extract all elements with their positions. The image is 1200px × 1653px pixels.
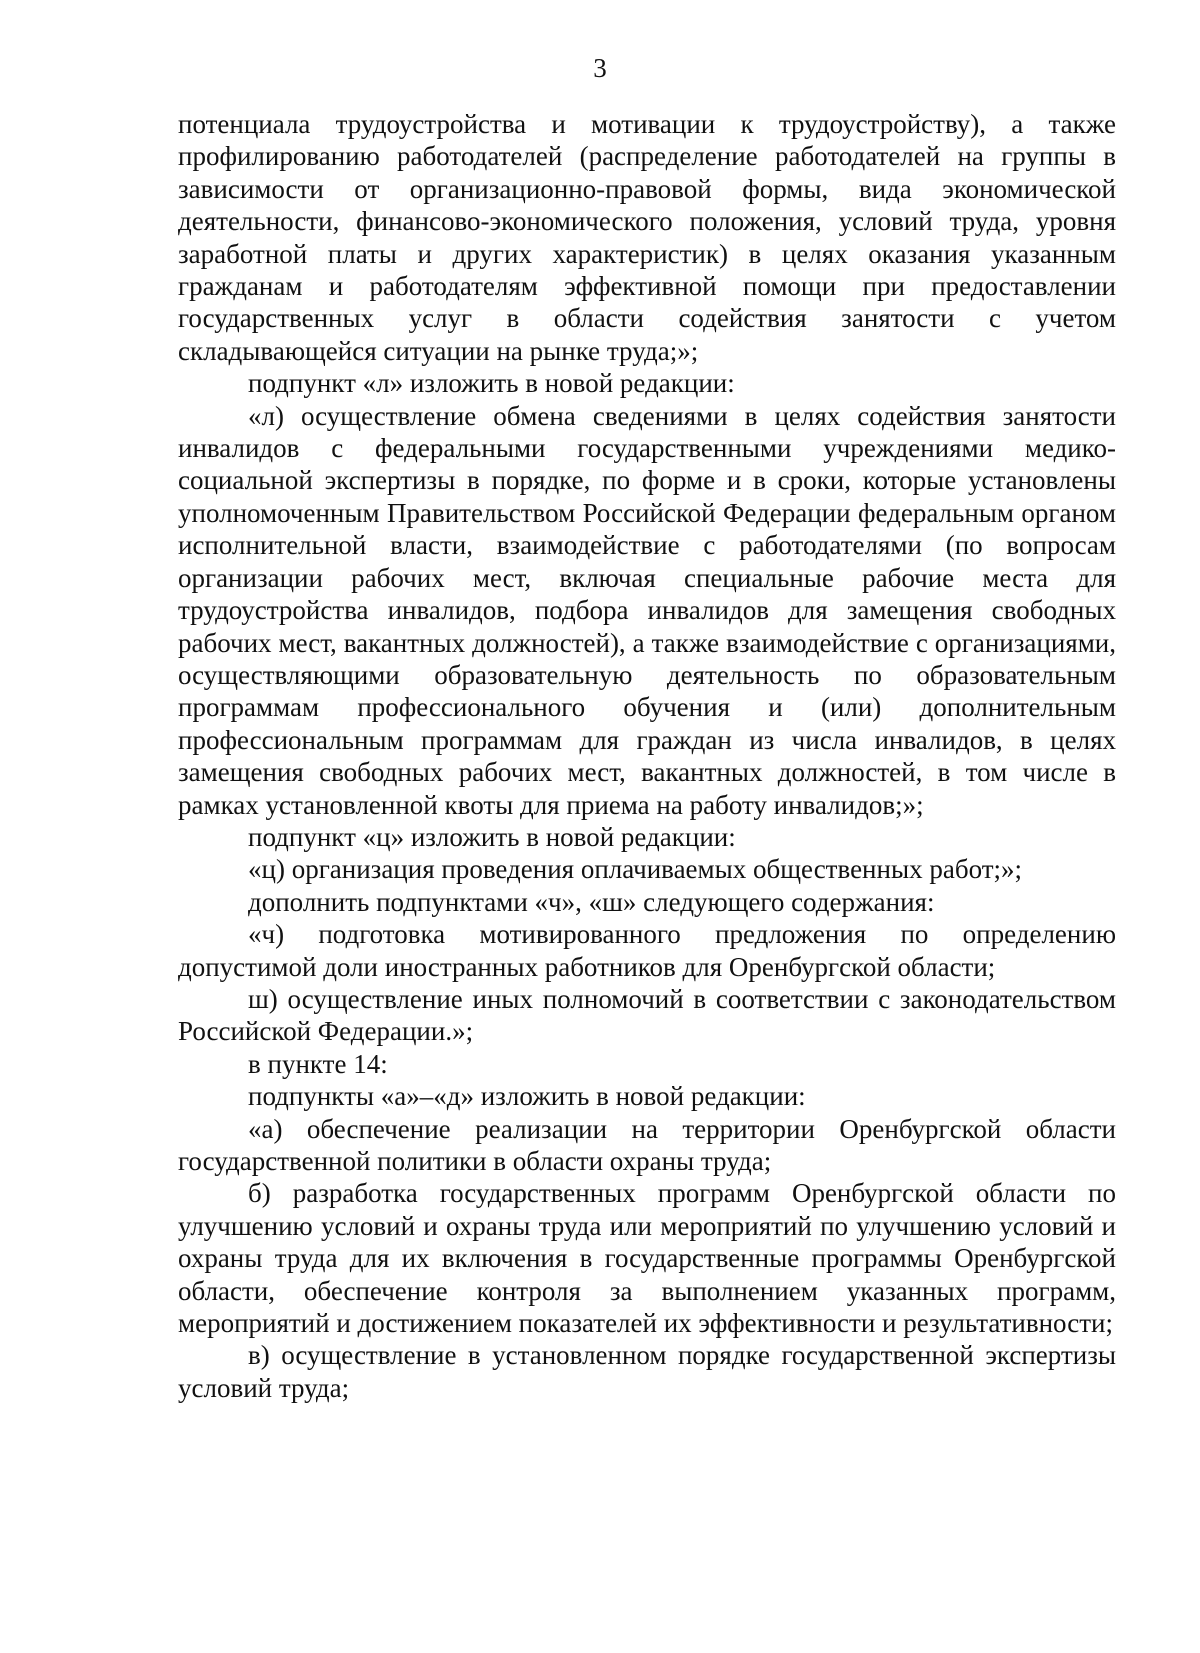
paragraph-add-subitems-heading: дополнить подпунктами «ч», «ш» следующего содержания: — [248, 886, 935, 917]
paragraph-subitem-l-heading: подпункт «л» изложить в новой редакции: — [248, 368, 735, 399]
paragraph-subitem-ts: «ц) организация проведения оплачиваемых общественных работ;»; — [248, 854, 1023, 885]
paragraph-subitem-ch: «ч) подготовка мотивированного предложения по определению допустимой доли иностранных работников для Оренбургской области; — [178, 919, 1116, 982]
paragraph-point-14-heading: в пункте 14: — [248, 1048, 388, 1079]
paragraph-subitems-a-d-heading: подпункты «а»–«д» изложить в новой редакции: — [248, 1081, 806, 1112]
document-body — [178, 108, 1116, 1404]
paragraph-subitem-sh: ш) осуществление иных полномочий в соответствии с законодательством Российской Федерации.»; — [178, 983, 1116, 1047]
paragraph-subitem-ts-heading: подпункт «ц» изложить в новой редакции: — [248, 821, 736, 852]
paragraph-subitem-a: «а) обеспечение реализации на территории Оренбургской области государственной политики в области охраны труда; — [178, 1113, 1116, 1176]
paragraph-continuation: потенциала трудоустройства и мотивации к трудоустройству), а также профилированию работодателей (распределение работодателей на группы в зависимости от организационно-правовой формы, вида экономической деятельности, финансово-экономического положения, условий труда, уровня заработной платы и других характеристик) в целях оказания указанным гражданам и работодателям эффективной помощи при предоставлении государственных услуг в области содействия занятости с учетом складывающейся ситуации на рынке труда;»; — [178, 109, 1116, 366]
page-number: 3 — [593, 53, 607, 83]
paragraph-subitem-b: б) разработка государственных программ Оренбургской области по улучшению условий и охраны труда или мероприятий по улучшению условий и охраны труда для их включения в государственные программы Оренбургской области, обеспечение контроля за выполнением указанных программ, мероприятий и достижением показателей их эффективности и результативности; — [178, 1178, 1116, 1339]
paragraph-subitem-v: в) осуществление в установленном порядке государственной экспертизы условий труда; — [178, 1340, 1116, 1403]
paragraph-subitem-l: «л) осуществление обмена сведениями в целях содействия занятости инвалидов с федеральными государственными учреждениями медико-социальной экспертизы в порядке, по форме и в сроки, которые установлены уполномоченным Правительством Российской Федерации федеральным органом исполнительной власти, взаимодействие с работодателями (по вопросам организации рабочих мест, включая специальные рабочие места для трудоустройства инвалидов, подбора инвалидов для замещения свободных рабочих мест, вакантных должностей), а также взаимодействие с организациями, осуществляющими образовательную деятельность по образовательным программам профессионального обучения и (или) дополнительным профессиональным программам для граждан из числа инвалидов, в целях замещения свободных рабочих мест, вакантных должностей, в том числе в рамках установленной квоты для приема на работу инвалидов;»; — [178, 400, 1116, 820]
